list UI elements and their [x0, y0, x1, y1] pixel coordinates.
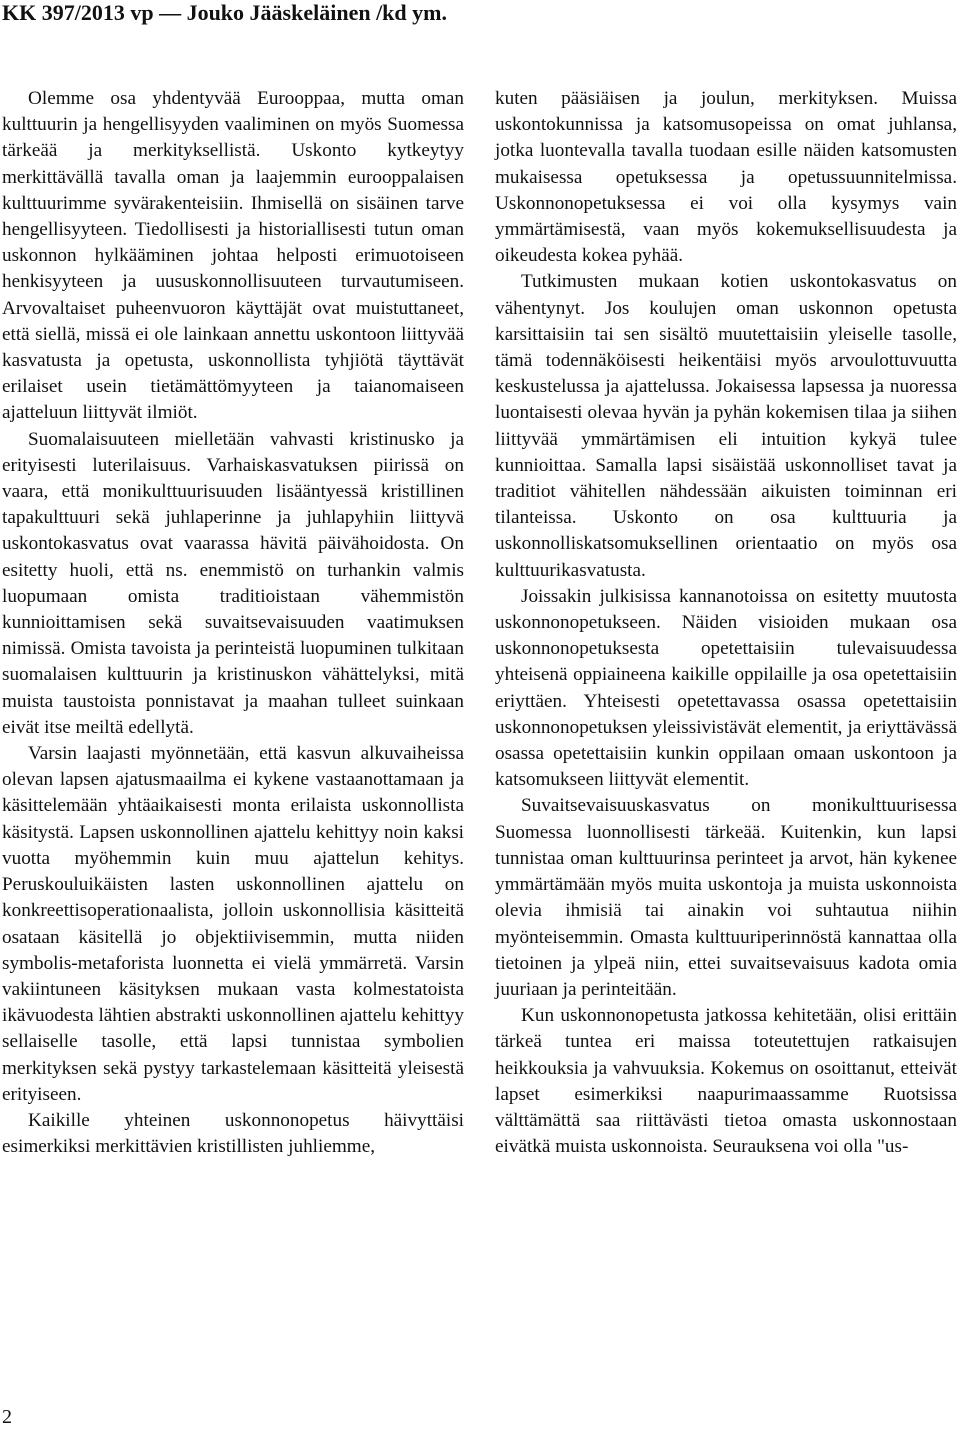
document-header: KK 397/2013 vp — Jouko Jääskeläinen /kd ym.	[2, 0, 447, 25]
paragraph: Suomalaisuuteen mielletään vahvasti kristinusko ja erityisesti luterilaisuus. Varhaiskasvatuksen piirissä on vaara, että monikulttuurisuuden lisääntyessä kristillinen tapakulttuuri sekä juhlaperinne ja juhlapyhiin liittyvä uskontokasvatus ovat vaarassa hävitä päivähoidosta. On esitetty huoli, että ns. enemmistö on turhankin valmis luopumaan omista traditioistaan vähemmistön kunnioittamisen sekä suvaitsevaisuuden vaatimuksen nimissä. Omista tavoista ja perinteistä luopuminen tulkitaan suomalaisen kulttuurin ja kristinuskon vähättelyksi, mitä muista taustoista ponnistavat ja maahan tulleet suinkaan eivät itse meiltä edellytä.	[2, 428, 464, 738]
left-column	[2, 86, 464, 1160]
paragraph: Tutkimusten mukaan kotien uskontokasvatus on vähentynyt. Jos koulujen oman uskonnon opetusta karsittaisiin tai sen sisältö muutettaisiin yleiselle tasolle, tämä todennäköisesti heikentäisi myös arvoulottuvuutta keskustelussa ja ajattelussa. Jokaisessa lapsessa ja nuoressa luontaisesti olevaa hyvän ja pyhän kokemisen tilaa ja siihen liittyvää ymmärtämisen eli intuition kykyä tulee kunnioittaa. Samalla lapsi sisäistää uskonnolliset tavat ja traditiot vähitellen nähdessään aikuisten toiminnan eri tilanteissa. Uskonto on osa kulttuuria ja uskonnolliskatsomuksellinen orientaatio on myös osa kulttuurikasvatusta.	[495, 271, 957, 581]
paragraph: Olemme osa yhdentyvää Eurooppaa, mutta oman kulttuurin ja hengellisyyden vaaliminen on myös Suomessa tärkeää ja merkityksellistä. Uskonto kytkeytyy merkittävällä tavalla oman ja laajemmin eurooppalaisen kulttuurimme syvärakenteisiin. Ihmisellä on sisäinen tarve hengellisyyteen. Tiedollisesti ja historiallisesti tutun oman uskonnon hylkääminen johtaa helposti erimuotoiseen henkisyyteen ja uususkonnollisuuteen turvautumiseen. Arvovaltaiset puheenvuoron käyttäjät ovat muistuttaneet, että siellä, missä ei ole lainkaan annettu uskontoon liittyvää kasvatusta ja opetusta, uskonnollista tyhjiötä täyttävät erilaiset usein tietämättömyyteen ja taianomaiseen ajatteluun liittyvät ilmiöt.	[2, 88, 464, 424]
paragraph: Joissakin julkisissa kannanotoissa on esitetty muutosta uskonnonopetukseen. Näiden visioiden mukaan osa uskonnonopetuksesta opetettaisiin tulevaisuudessa yhteisenä oppiaineena kaikille oppilaille ja osa opetettaisiin eriyttäen. Yhteisesti opetettavassa osassa opetettaisiin uskonnonopetuksen yleissivistävät elementit, ja eriyttävässä osassa opetettaisiin kunkin oppilaan omaan uskontoon ja katsomukseen liittyvät elementit.	[495, 585, 957, 791]
paragraph: Suvaitsevaisuuskasvatus on monikulttuurisessa Suomessa luonnollisesti tärkeää. Kuitenkin, kun lapsi tunnistaa oman kulttuurinsa perinteet ja arvot, hän kykenee ymmärtämään myös muita uskontoja ja muista uskonnoista olevia ihmisiä tai ainakin voi suhtautua niihin myönteisemmin. Omasta kulttuuriperinnöstä kannattaa olla tietoinen ja ylpeä niin, ettei suvaitsevaisuus kadota omia juuriaan ja perinteitään.	[495, 795, 957, 1000]
page-number: 2	[2, 1406, 12, 1428]
paragraph: Kun uskonnonopetusta jatkossa kehitetään, olisi erittäin tärkeä tuntea eri maissa toteutettujen ratkaisujen heikkouksia ja vahvuuksia. Kokemus on osoittanut, etteivät lapset esimerkiksi naapurimaassamme Ruotsissa välttämättä saa riittävästi tietoa omasta uskonnostaan eivätkä muista uskonnoista. Seurauksena voi olla "us-	[495, 1005, 957, 1158]
paragraph: Kaikille yhteinen uskonnonopetus häivyttäisi esimerkiksi merkittävien kristillisten juhliemme,	[2, 1109, 464, 1158]
right-column	[495, 86, 957, 1160]
paragraph: kuten pääsiäisen ja joulun, merkityksen. Muissa uskontokunnissa ja katsomusopeissa on omat juhlansa, jotka luontevalla tavalla tuodaan esille näiden katsomusten mukaisessa opetuksessa ja opetussuunnitelmissa. Uskonnonopetuksessa ei voi olla kysymys vain ymmärtämisestä, vaan myös kokemuksellisuudesta ja oikeudesta kokea pyhää.	[495, 88, 957, 267]
paragraph: Varsin laajasti myönnetään, että kasvun alkuvaiheissa olevan lapsen ajatusmaailma ei kykene vastaanottamaan ja käsittelemään yhtäaikaisesti monta erilaista uskonnollista käsitystä. Lapsen uskonnollinen ajattelu kehittyy noin kaksi vuotta myöhemmin kuin muu ajattelun kehitys. Peruskouluikäisten lasten uskonnollinen ajattelu on konkreettisoperationaalista, jolloin uskonnollisia käsitteitä osataan käsitellä jo objektiivisemmin, mutta niiden symbolis-metaforista luonnetta ei vielä ymmärretä. Varsin vakiintuneen käsityksen mukaan vasta kolmestatoista ikävuodesta lähtien abstrakti uskonnollinen ajattelu kehittyy sellaiselle tasolle, että lapsi tunnistaa symbolien merkityksen sekä pystyy tarkastelemaan käsitteitä yleisestä erityiseen.	[2, 743, 464, 1105]
